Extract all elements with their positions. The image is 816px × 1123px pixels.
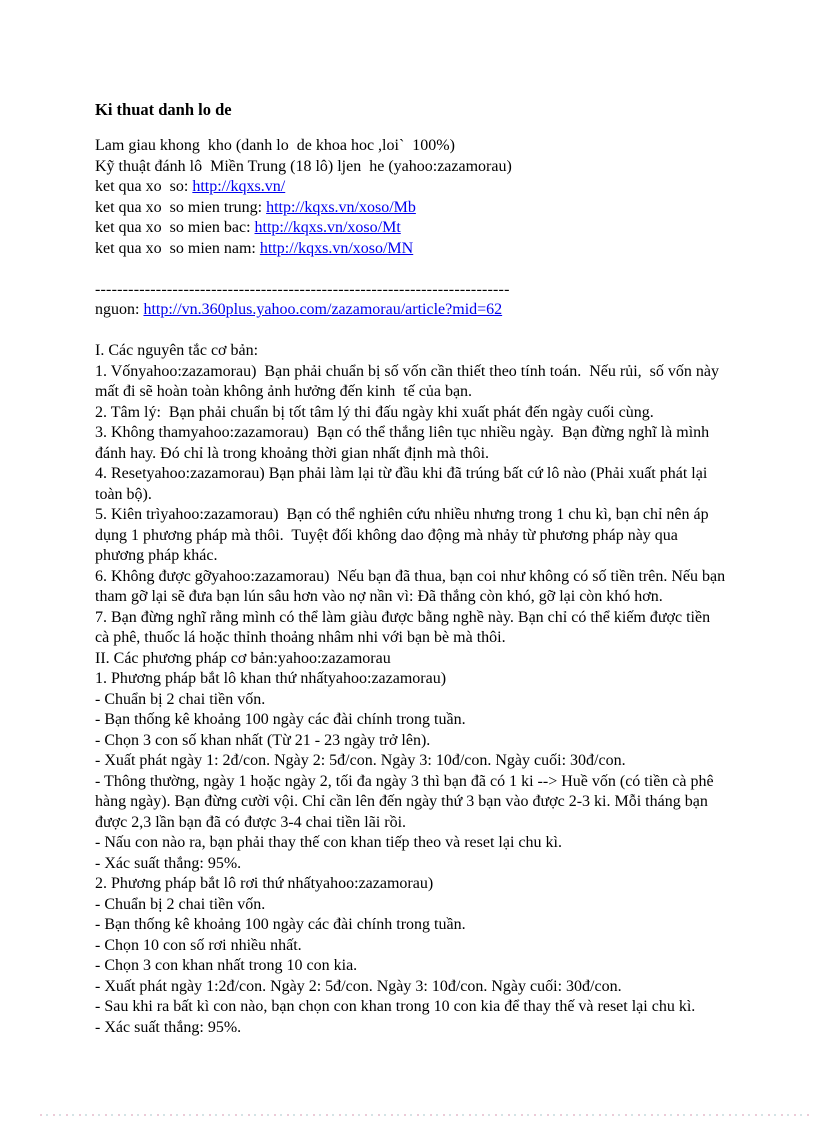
- result-link-label: ket qua xo so mien bac:: [95, 219, 255, 236]
- body-line: - Thông thường, ngày 1 hoặc ngày 2, tối đa ngày 3 thì bạn đã có 1 ki --> Huề vốn (có tiền cà phê hàng ngày). Bạn đừng cười vội. Chỉ cần lên đến ngày thứ 3 bạn vào được 2-3 ki. Mỗi tháng bạn được 2,3 lần bạn đã có được 3-4 chai tiền lãi rồi.: [95, 772, 718, 831]
- body-line: - Xuất phát ngày 1:2đ/con. Ngày 2: 5đ/con. Ngày 3: 10đ/con. Ngày cuối: 30đ/con.: [95, 977, 622, 995]
- body-line: 6. Không được gỡyahoo:zazamorau) Nếu bạn đã thua, bạn coi như không có số tiền trên. Nếu bạn tham gỡ lại sẽ đưa bạn lún sâu hơn vào nợ nần vì: Đã thắng còn khó, gỡ lại còn khó hơn.: [95, 567, 730, 605]
- body-line: 2. Phương pháp bắt lô rơi thứ nhấtyahoo:zazamorau): [95, 875, 434, 892]
- body-line: - Chọn 3 con khan nhất trong 10 con kia.: [95, 957, 358, 974]
- kqxs-mien-trung-link[interactable]: http://kqxs.vn/xoso/Mb: [266, 198, 416, 216]
- body-line: 4. Resetyahoo:zazamorau) Bạn phải làm lại từ đầu khi đã trúng bất cứ lô nào (Phải xuất phát lại toàn bộ).: [95, 465, 712, 503]
- source-line: [95, 300, 727, 321]
- page-bottom-dotted-line: [40, 1114, 811, 1116]
- kqxs-mien-nam-link[interactable]: http://kqxs.vn/xoso/MN: [259, 239, 414, 257]
- body-line: - Bạn thống kê khoảng 100 ngày các đài chính trong tuần.: [95, 916, 466, 933]
- dashed-separator: ---------------------------------------------------------------------------: [95, 280, 510, 298]
- intro-line-2: Kỹ thuật đánh lô Miền Trung (18 lô) ljen he (yahoo:zazamorau): [95, 157, 512, 175]
- body-line: - Chuẩn bị 2 chai tiền vốn.: [95, 690, 266, 708]
- result-link-label: ket qua xo so mien trung:: [95, 198, 267, 216]
- source-url-link[interactable]: http://vn.360plus.yahoo.com/zazamorau/article?mid=62: [143, 301, 503, 318]
- body-line: 1. Phương pháp bắt lô khan thứ nhấtyahoo:zazamorau): [95, 670, 447, 687]
- result-link-label: ket qua xo so mien nam:: [95, 239, 260, 257]
- body-line: 2. Tâm lý: Bạn phải chuẩn bị tốt tâm lý thi đấu ngày khi xuất phát đến ngày cuối cùng.: [95, 403, 654, 421]
- kqxs-home-link[interactable]: http://kqxs.vn/: [192, 178, 286, 195]
- document-heading: Ki thuat danh lo de: [95, 100, 232, 119]
- intro-line-1: Lam giau khong kho (danh lo de khoa hoc ,loi` 100%): [95, 137, 455, 154]
- kqxs-mien-bac-link[interactable]: http://kqxs.vn/xoso/Mt: [254, 219, 401, 236]
- body-line: - Xác suất thắng: 95%.: [95, 854, 242, 872]
- result-link-line-mien-nam: [95, 239, 727, 260]
- body-line: 3. Không thamyahoo:zazamorau) Bạn có thể thắng liên tục nhiều ngày. Bạn đừng nghĩ là mình đánh hay. Đó chỉ là trong khoảng thời gian nhất định mà thôi.: [95, 424, 714, 462]
- body-line: - Chọn 3 con số khan nhất (Từ 21 - 23 ngày trở lên).: [95, 731, 431, 749]
- body-line: 5. Kiên trìyahoo:zazamorau) Bạn có thể nghiên cứu nhiều nhưng trong 1 chu kì, bạn chỉ nên áp dụng 1 phương pháp mà thôi. Tuyệt đối không dao động mà nhảy từ phương pháp này qua phương pháp khác.: [95, 506, 713, 564]
- body-line: - Bạn thống kê khoảng 100 ngày các đài chính trong tuần.: [95, 711, 466, 728]
- body-line: - Sau khi ra bất kì con nào, bạn chọn con khan trong 10 con kia để thay thế và reset lại chu kì.: [95, 998, 696, 1015]
- body-line: - Xác suất thắng: 95%.: [95, 1018, 242, 1036]
- body-line: I. Các nguyên tắc cơ bản:: [95, 342, 259, 359]
- body-line: 7. Bạn đừng nghĩ rằng mình có thể làm giàu được bằng nghề này. Bạn chỉ có thể kiếm được tiền cà phê, thuốc lá hoặc thỉnh thoảng nhâm nhi với bạn bè mà thôi.: [95, 608, 715, 646]
- body-line: II. Các phương pháp cơ bản:yahoo:zazamorau: [95, 649, 391, 667]
- body-text: [95, 341, 730, 1038]
- result-link-label: ket qua xo so:: [95, 178, 193, 195]
- body-line: 1. Vốnyahoo:zazamorau) Bạn phải chuẩn bị số vốn cần thiết theo tính toán. Nếu rủi, số vốn này mất đi sẽ hoàn toàn không ảnh hưởng đến kinh tế của bạn.: [95, 362, 723, 400]
- result-link-line-all: [95, 177, 727, 198]
- blank-line: [95, 321, 727, 342]
- body-line: - Chuẩn bị 2 chai tiền vốn.: [95, 895, 266, 913]
- body-line: - Xuất phát ngày 1: 2đ/con. Ngày 2: 5đ/con. Ngày 3: 10đ/con. Ngày cuối: 30đ/con.: [95, 752, 626, 769]
- body-line: - Nấu con nào ra, bạn phải thay thế con khan tiếp theo và reset lại chu kì.: [95, 834, 562, 851]
- source-label: nguon:: [95, 301, 144, 318]
- result-link-line-mien-bac: [95, 218, 727, 239]
- blank-line: [95, 259, 727, 280]
- body-line: - Chọn 10 con số rơi nhiều nhất.: [95, 936, 302, 954]
- result-link-line-mien-trung: [95, 198, 727, 219]
